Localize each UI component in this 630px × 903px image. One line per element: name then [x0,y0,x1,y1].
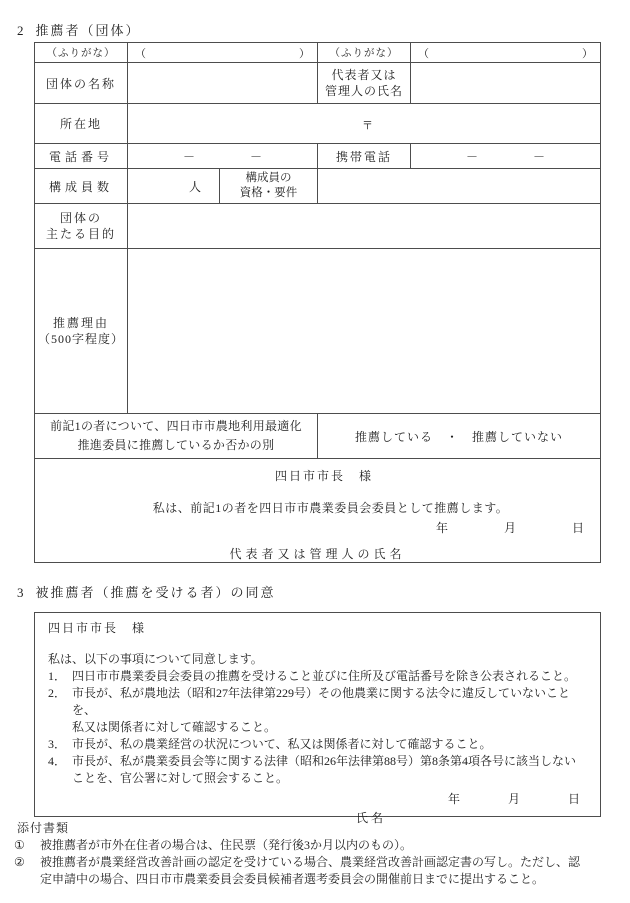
section3-heading-title: 被推薦者（推薦を受ける者）の同意 [35,585,276,600]
attachment-item-2-continued [14,871,622,888]
declaration-cell [35,459,601,563]
consent-item-4-continued: ことを、官公署に対して照会すること。 [72,771,289,785]
attachment-item-text: 定申請中の場合、四日市市農業委員会委員候補者選考委員会の開催前日までに提出すること。 [40,872,545,886]
furigana-value-left [128,43,318,63]
consent-item-number: 1． [48,669,67,683]
consent-item-number: 4． [48,754,67,768]
date-year-label: 年 [447,792,460,806]
representative-label: 代表者又は 管理人の氏名 [318,63,411,104]
attachment-item-1 [14,837,622,854]
furigana-label-left: （ふりがな） [35,43,128,63]
attachments-heading: 添付書類 [17,821,70,835]
optimization-question: 前記1の者について、四日市市農地利用最適化 推進委員に推薦しているか否かの別 [35,414,318,459]
section3-heading-number: 3 [17,585,24,600]
mobile-label: 携帯電話 [318,144,411,169]
declaration-statement: 私は、前記1の者を四日市市農業委員会委員として推薦します。 [152,501,509,515]
phone-value [128,144,318,169]
date-month-label: 月 [503,521,516,535]
attachment-item-number-spacer [14,871,40,888]
date-day-label: 日 [571,521,584,535]
consent-addressee: 四日市市長 様 [48,621,147,635]
consent-intro: 私は、以下の事項について同意します。 [48,652,263,666]
consent-item-1 [48,668,586,685]
section3-heading [17,582,276,601]
consent-item-text: 市長が、私が農地法（昭和27年法律第229号）その他農業に関する法令に違反していないことを、 [72,686,571,717]
consent-date [48,791,586,808]
consent-item-3 [48,736,586,753]
org-name-label: 団体の名称 [35,63,128,104]
declaration-date [35,519,600,536]
purpose-label: 団体の 主たる目的 [35,204,128,249]
qualification-value [318,169,601,204]
members-unit: 人 [188,179,201,194]
postal-mark: 〒 [362,120,373,132]
furigana-label-right: （ふりがな） [318,43,411,63]
consent-item-2-continued: 私又は関係者に対して確認すること。 [72,720,277,734]
consent-item-text: 市長が、私の農業経営の状況について、私又は関係者に対して確認すること。 [72,737,492,751]
phone-dash: － [182,149,195,164]
attachment-item-number: ② [14,855,25,869]
section2-heading [17,20,141,39]
consent-item-number: 2． [48,686,67,700]
paren-close: ） [582,47,593,60]
paren-open: （ [418,47,429,60]
consent-item-4 [48,753,586,770]
attachment-item-number: ① [14,838,25,852]
consent-item-text: 市長が、私が農業委員会等に関する法律（昭和26年法律第88号）第8条第4項各号に該当しない [72,754,577,768]
section2-heading-title: 推薦者（団体） [35,23,141,38]
address-value [128,104,601,144]
attachment-item-2 [14,854,622,871]
declaration-signature-label: 代表者又は管理人の氏名 [229,547,406,561]
furigana-value-right [411,43,601,63]
qualification-label: 構成員の 資格・要件 [220,169,318,204]
phone-label: 電話番号 [35,144,128,169]
mobile-value [411,144,601,169]
paren-open: （ [135,47,146,60]
attachment-item-text: 被推薦者が市外在住者の場合は、住民票（発行後3か月以内のもの）。 [40,838,413,852]
mobile-dash: － [532,149,545,164]
consent-box [34,612,601,825]
members-count-value [128,169,220,204]
consent-item-number: 3． [48,737,67,751]
consent-item-text: 四日市市農業委員会委員の推薦を受けること並びに住所及び電話番号を除き公表されること。 [72,669,577,683]
optimization-answer: 推薦している ・ 推薦していない [318,414,601,459]
reason-value [128,249,601,414]
mobile-dash: － [465,149,478,164]
address-label: 所在地 [35,104,128,144]
consent-item-2 [48,685,586,719]
date-year-label: 年 [435,521,448,535]
reason-label: 推薦理由 （500字程度） [35,249,128,414]
paren-close: ） [299,47,310,60]
date-month-label: 月 [507,792,520,806]
phone-dash: － [249,149,262,164]
consent-name-label: 氏名 [356,811,387,825]
section2-heading-number: 2 [17,23,24,38]
date-day-label: 日 [567,792,580,806]
declaration-addressee: 四日市市長 様 [274,469,373,483]
members-count-label: 構成員数 [35,169,128,204]
attachment-item-text: 被推薦者が農業経営改善計画の認定を受けている場合、農業経営改善計画認定書の写し。ただし、認 [40,855,581,869]
representative-value [411,63,601,104]
recommender-table [34,42,601,563]
attachments [14,820,622,888]
purpose-value [128,204,601,249]
org-name-value [128,63,318,104]
